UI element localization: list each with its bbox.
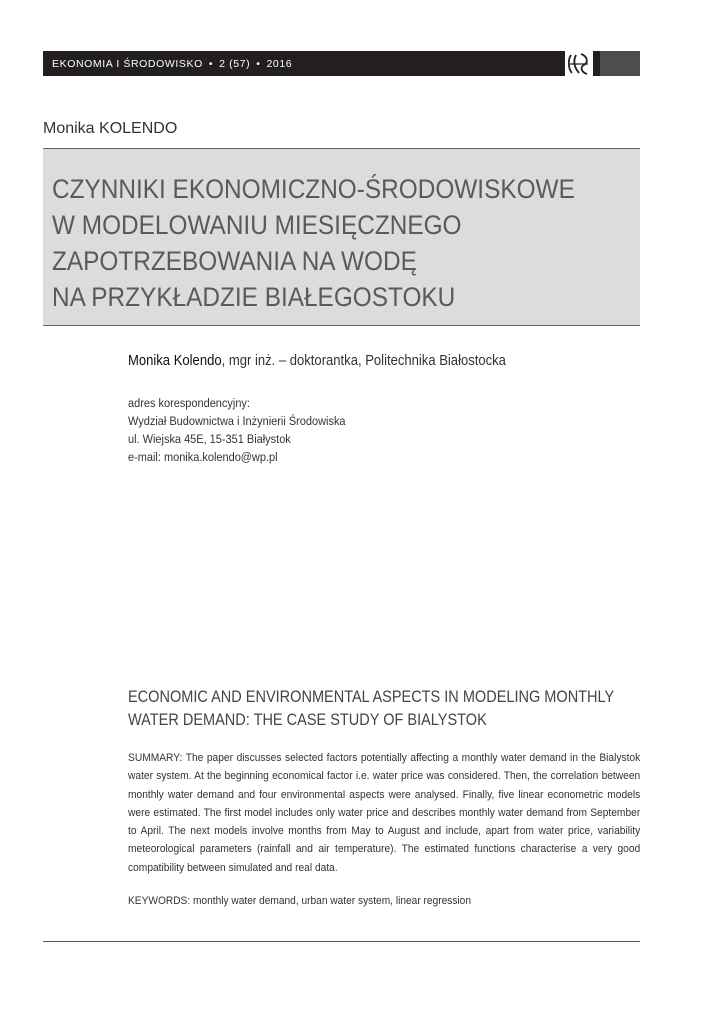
title-en-line: ECONOMIC AND ENVIRONMENTAL ASPECTS IN MODELING MONTHLY <box>128 688 615 706</box>
keywords-line: KEYWORDS: monthly water demand, urban water system, linear regression <box>128 895 471 907</box>
author-degree-institution: , mgr inż. – doktorantka, Politechnika Białostocka <box>221 353 506 369</box>
bottom-divider <box>43 941 640 942</box>
address-department: Wydział Budownictwa i Inżynierii Środowiska <box>128 414 346 428</box>
title-en <box>128 686 614 732</box>
title-box <box>43 148 640 326</box>
title-pl-line: NA PRZYKŁADZIE BIAŁEGOSTOKU <box>52 282 456 312</box>
correspondence-address <box>128 394 346 466</box>
journal-header-bar <box>43 51 640 76</box>
title-pl-line: CZYNNIKI EKONOMICZNO-ŚRODOWISKOWE <box>52 174 575 204</box>
address-label: adres korespondencyjny: <box>128 396 250 410</box>
journal-name: EKONOMIA I ŚRODOWISKO <box>52 57 203 70</box>
title-pl-line: W MODELOWANIU MIESIĘCZNEGO <box>52 210 462 240</box>
author-name: Monika Kolendo <box>128 353 222 369</box>
header-grey-block <box>600 51 640 76</box>
journal-year: 2016 <box>266 57 293 70</box>
journal-issue: 2 (57) <box>219 57 251 70</box>
title-pl-line: ZAPOTRZEBOWANIA NA WODĘ <box>52 246 417 276</box>
journal-logo-icon <box>565 51 593 76</box>
header-separator: • <box>256 57 261 70</box>
summary-paragraph: SUMMARY: The paper discusses selected factors potentially affecting a monthly water demand in the Bialystok water system. At the beginning economical factor i.e. water price was considered. Then, the correlation between monthly water demand and four environmental aspects were analysed. Finally, five linear econometric models were estimated. The first model includes only water price and describes monthly water demand from September to April. The next models involve months from May to August and include, apart from water price, variability meteorological parameters (rainfall and air temperature). The estimated functions characterise a very good compatibility between simulated and real data. <box>128 752 641 874</box>
title-en-line: WATER DEMAND: THE CASE STUDY OF BIALYSTOK <box>128 711 487 729</box>
author-header: Monika KOLENDO <box>43 120 178 137</box>
address-email: e-mail: monika.kolendo@wp.pl <box>128 450 278 464</box>
header-separator: • <box>208 57 214 70</box>
address-street: ul. Wiejska 45E, 15-351 Białystok <box>128 432 291 446</box>
author-affiliation <box>128 353 506 369</box>
